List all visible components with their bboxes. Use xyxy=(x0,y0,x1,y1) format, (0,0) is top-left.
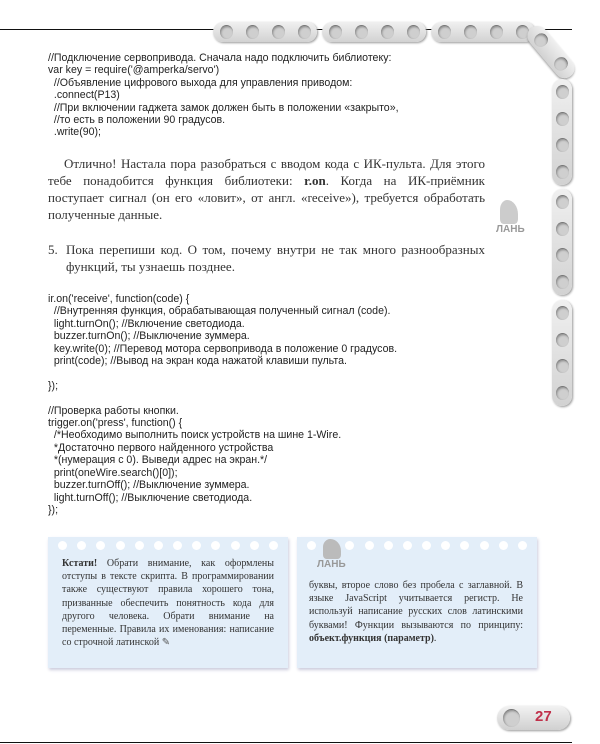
callout-right xyxy=(297,537,537,668)
callout-text xyxy=(62,557,274,649)
code-line: //Проверка работы кнопки. xyxy=(48,404,179,417)
step-5 xyxy=(48,241,485,275)
decor-strip xyxy=(322,22,426,42)
bottom-rule xyxy=(0,742,572,743)
code-line: //Внутренняя функция, обрабатывающая полученный сигнал (code). xyxy=(48,305,391,318)
code-line xyxy=(48,392,397,404)
code-line: //Объявление цифрового выхода для управления приводом: xyxy=(48,76,353,89)
callout-heading: Кстати! xyxy=(62,558,98,569)
decor-strip xyxy=(523,22,578,82)
code-line xyxy=(48,367,397,379)
pencil-icon: ✎ xyxy=(161,637,171,649)
text: Отлично! Настала пора разобраться с вводом кода с ИК-пульта. Для этого тебе понадобится функция библиотеки: xyxy=(48,156,485,188)
code-line: *Достаточно первого найденного устройства xyxy=(48,441,274,454)
decor-strip xyxy=(213,22,317,42)
code-line: var key = require('@amperka/servo') xyxy=(48,64,220,77)
code-line: ir.on('receive', function(code) { xyxy=(48,293,190,305)
code-line: }); xyxy=(48,503,59,516)
code-line: //При включении гаджета замок должен быть в положении «закрыто», xyxy=(48,101,399,114)
code-term: объект.функция (параметр) xyxy=(309,632,434,644)
decor-strip xyxy=(552,79,572,185)
code-line: }); xyxy=(48,379,59,392)
watermark-logo: ЛАНЬ xyxy=(317,539,346,570)
text: . xyxy=(433,632,437,644)
step-text: Пока перепиши код. О том, почему внутри не так много разнообразных функций, ты узнаешь позднее. xyxy=(66,242,485,274)
page-number: 27 xyxy=(535,708,552,725)
code-line: .write(90); xyxy=(48,126,101,139)
code-line: print(oneWire.search()[0]); xyxy=(48,466,178,479)
code-term: r.on xyxy=(304,173,326,188)
code-line: //то есть в положении 90 градусов. xyxy=(48,114,226,127)
code-line: light.turnOn(); //Включение светодиода. xyxy=(48,317,245,330)
code-line: *(нумерация с 0). Выведи адрес на экран.*/ xyxy=(48,454,268,467)
code-line: buzzer.turnOff(); //Выключение зуммера. xyxy=(48,479,250,492)
code-block-ir xyxy=(48,293,397,516)
code-line: buzzer.turnOn(); //Выключение зуммера. xyxy=(48,330,250,343)
code-line: .connect(P13) xyxy=(48,89,120,102)
code-line: //Подключение сервопривода. Сначала надо подключить библиотеку: xyxy=(48,52,392,64)
page-number-badge xyxy=(497,706,570,730)
decor-strip xyxy=(431,22,535,42)
callout-text xyxy=(309,579,523,645)
paragraph-ir xyxy=(48,155,485,223)
text: Обрати внимание, как оформлены отступы в тексте скрипта. В программировании также существуют правила хорошего тона, призванные обеспечить понятность кода для другого человека. Обрати внимание на переменные. Правила их именования: написание со строчной латинской xyxy=(62,558,274,649)
code-line: print(code); //Вывод на экран кода нажатой клавиши пульта. xyxy=(48,355,347,368)
code-line: light.turnOff(); //Выключение светодиода. xyxy=(48,491,253,504)
decor-strip xyxy=(552,189,572,295)
watermark-logo: ЛАНЬ xyxy=(496,200,525,235)
text: буквы, второе слово без пробела с заглавной. В языке JavaScript учитывается регистр. Не используй написание русских слов латинскими буквами! Функции вызываются по принципу: xyxy=(309,580,523,631)
code-block-servo xyxy=(48,52,399,139)
step-number: 5. xyxy=(48,242,58,257)
callout-left xyxy=(48,537,288,668)
code-line: key.write(0); //Перевод мотора сервопривода в положение 0 градусов. xyxy=(48,342,398,355)
code-line: trigger.on('press', function() { xyxy=(48,417,183,430)
text: . Когда на ИК-приёмник поступает сигнал (он его «ловит», от англ. «receive»), требуется обработать полученные данные. xyxy=(48,173,485,222)
code-line: /*Необходимо выполнить поиск устройств на шине 1-Wire. xyxy=(48,429,342,442)
decor-strip xyxy=(552,300,572,406)
